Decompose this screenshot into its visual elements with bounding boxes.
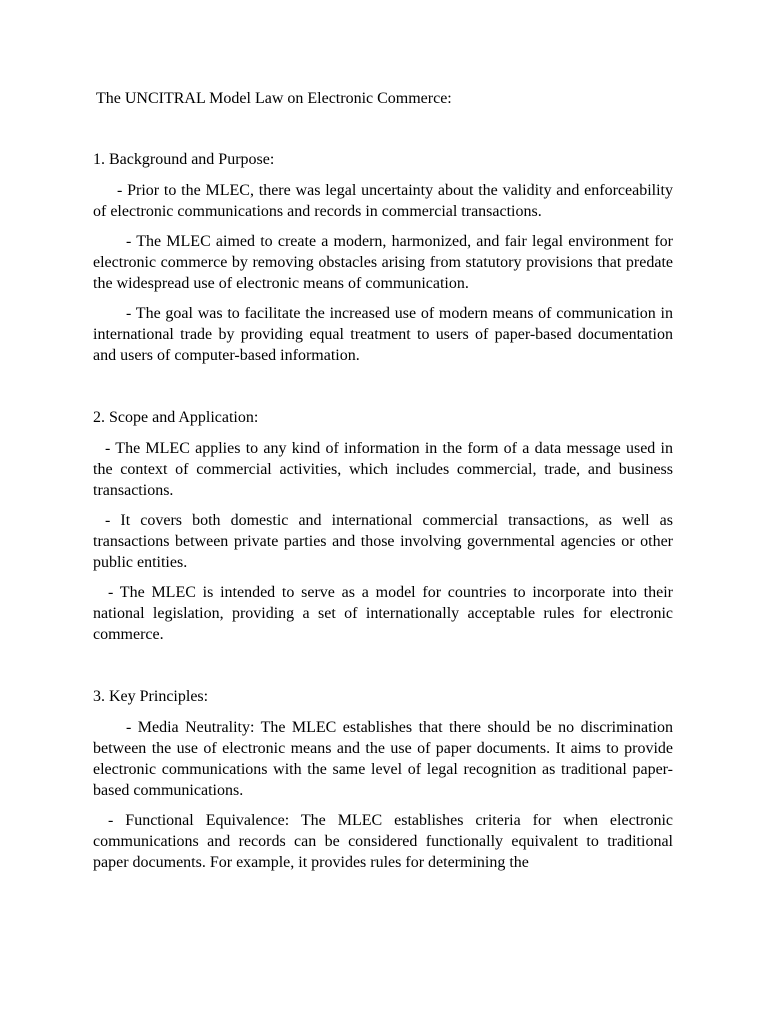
paragraph: - Media Neutrality: The MLEC establishes that there should be no discrimination between the use of electronic means and the use of paper documents. It aims to provide electronic communications with the same level of legal recognition as traditional paper-based communications. <box>93 719 673 799</box>
paragraph: - The goal was to facilitate the increased use of modern means of communication in international trade by providing equal treatment to users of paper-based documentation and users of computer-based information. <box>93 305 673 364</box>
section-heading-principles: 3. Key Principles: <box>93 688 209 705</box>
paragraph: - It covers both domestic and international commercial transactions, as well as transactions between private parties and those involving governmental agencies or other public entities. <box>93 512 673 571</box>
document-title: The UNCITRAL Model Law on Electronic Commerce: <box>96 90 452 107</box>
document-body <box>93 88 673 873</box>
paragraph: - The MLEC aimed to create a modern, harmonized, and fair legal environment for electronic commerce by removing obstacles arising from statutory provisions that predate the widespread use of electronic means of communication. <box>93 233 673 292</box>
paragraph: - The MLEC applies to any kind of information in the form of a data message used in the context of commercial activities, which includes commercial, trade, and business transactions. <box>93 440 673 499</box>
section-heading-scope: 2. Scope and Application: <box>93 409 259 426</box>
section-heading-background: 1. Background and Purpose: <box>93 151 275 168</box>
paragraph: - Prior to the MLEC, there was legal uncertainty about the validity and enforceability of electronic communications and records in commercial transactions. <box>93 182 673 220</box>
paragraph: - The MLEC is intended to serve as a model for countries to incorporate into their national legislation, providing a set of internationally acceptable rules for electronic commerce. <box>93 584 673 643</box>
paragraph: - Functional Equivalence: The MLEC establishes criteria for when electronic communications and records can be considered functionally equivalent to traditional paper documents. For example, it provides rules for determining the <box>93 812 673 871</box>
